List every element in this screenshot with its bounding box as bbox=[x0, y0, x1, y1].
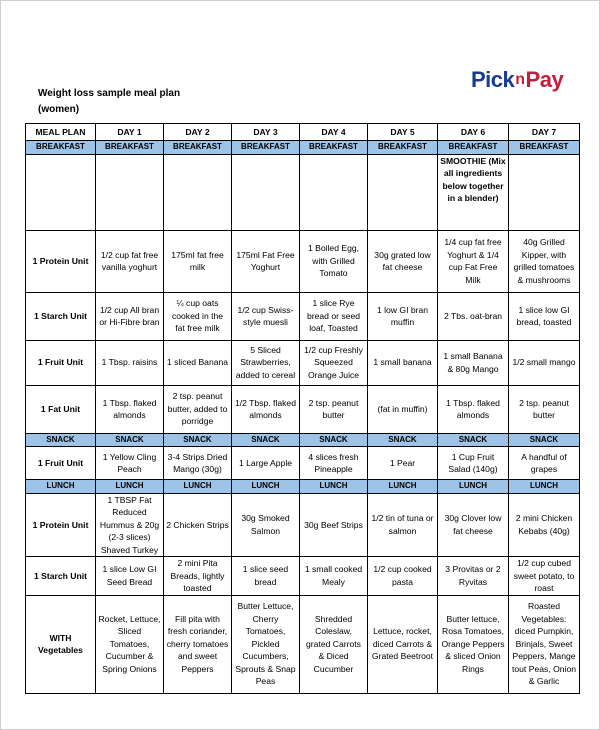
meal-cell: 1/2 small mango bbox=[509, 340, 580, 385]
meal-cell: 2 mini Pita Breads, lightly toasted bbox=[164, 557, 232, 596]
meal-cell bbox=[509, 154, 580, 230]
meal-cell: 1 small cooked Mealy bbox=[300, 557, 368, 596]
meal-cell: 1/2 cup Swiss-style muesli bbox=[232, 292, 300, 340]
section-label-cell: BREAKFAST bbox=[509, 141, 580, 155]
meal-cell: SMOOTHIE (Mix all ingredients below together in a blender) bbox=[438, 154, 509, 230]
document-title bbox=[38, 86, 180, 118]
meal-cell: 1 Large Apple bbox=[232, 447, 300, 480]
meal-cell: 175ml Fat Free Yoghurt bbox=[232, 230, 300, 292]
section-label-cell: SNACK bbox=[438, 433, 509, 447]
row-label-cell: 1 Protein Unit bbox=[26, 493, 96, 557]
section-label-cell: BREAKFAST bbox=[232, 141, 300, 155]
meal-cell: 1/2 tin of tuna or salmon bbox=[368, 493, 438, 557]
meal-cell: 30g Smoked Salmon bbox=[232, 493, 300, 557]
meal-cell: 175ml fat free milk bbox=[164, 230, 232, 292]
section-label-cell: LUNCH bbox=[368, 480, 438, 494]
meal-cell bbox=[300, 154, 368, 230]
meal-cell: 1 Tbsp. flaked almonds bbox=[96, 385, 164, 433]
logo-n-text: n bbox=[515, 71, 525, 88]
meal-cell: 4 slices fresh Pineapple bbox=[300, 447, 368, 480]
meal-cell: Fill pita with fresh coriander, cherry tomatoes and sweet Peppers bbox=[164, 595, 232, 693]
table-row bbox=[26, 595, 580, 693]
meal-cell: Shredded Coleslaw, grated Carrots & Diced Cucumber bbox=[300, 595, 368, 693]
meal-cell: Roasted Vegetables: diced Pumpkin, Brinjals, Sweet Peppers, Mange tout Peas, Onion & Garlic bbox=[509, 595, 580, 693]
table-row bbox=[26, 340, 580, 385]
table-row bbox=[26, 493, 580, 557]
section-label-cell: BREAKFAST bbox=[368, 141, 438, 155]
meal-cell: 1 low GI bran muffin bbox=[368, 292, 438, 340]
meal-cell: 1 slice Rye bread or seed loaf, Toasted bbox=[300, 292, 368, 340]
table-row bbox=[26, 230, 580, 292]
meal-cell: 1 Tbsp. raisins bbox=[96, 340, 164, 385]
row-label-cell: 1 Starch Unit bbox=[26, 557, 96, 596]
section-label-cell: SNACK bbox=[26, 433, 96, 447]
section-label-cell: BREAKFAST bbox=[300, 141, 368, 155]
section-label-cell: SNACK bbox=[368, 433, 438, 447]
meal-cell: 1 small banana bbox=[368, 340, 438, 385]
header-day-3: DAY 3 bbox=[232, 124, 300, 141]
section-label-cell: LUNCH bbox=[509, 480, 580, 494]
meal-cell: 1/4 cup fat free Yoghurt & 1/4 cup Fat Free Milk bbox=[438, 230, 509, 292]
table-row bbox=[26, 385, 580, 433]
section-band-row bbox=[26, 433, 580, 447]
meal-cell: 2 Tbs. oat-bran bbox=[438, 292, 509, 340]
section-label-cell: LUNCH bbox=[438, 480, 509, 494]
header-meal-plan: MEAL PLAN bbox=[26, 124, 96, 141]
meal-cell: 1 Cup Fruit Salad (140g) bbox=[438, 447, 509, 480]
header-day-5: DAY 5 bbox=[368, 124, 438, 141]
meal-cell: 2 mini Chicken Kebabs (40g) bbox=[509, 493, 580, 557]
meal-cell: 1 TBSP Fat Reduced Hummus & 20g (2-3 slices) Shaved Turkey bbox=[96, 493, 164, 557]
section-label-cell: LUNCH bbox=[300, 480, 368, 494]
section-label-cell: LUNCH bbox=[232, 480, 300, 494]
meal-cell: Butter lettuce, Rosa Tomatoes, Orange Peppers & sliced Onion Rings bbox=[438, 595, 509, 693]
meal-cell bbox=[232, 154, 300, 230]
meal-cell: Rocket, Lettuce, Sliced Tomatoes, Cucumber & Spring Onions bbox=[96, 595, 164, 693]
header-day-6: DAY 6 bbox=[438, 124, 509, 141]
meal-cell: 2 tsp. peanut butter bbox=[509, 385, 580, 433]
meal-cell bbox=[368, 154, 438, 230]
meal-cell bbox=[164, 154, 232, 230]
meal-cell: 3-4 Strips Dried Mango (30g) bbox=[164, 447, 232, 480]
title-line-2: (women) bbox=[38, 104, 80, 115]
meal-cell: ¼ cup oats cooked in the fat free milk bbox=[164, 292, 232, 340]
meal-cell: 5 Sliced Strawberries, added to cereal bbox=[232, 340, 300, 385]
table-row bbox=[26, 154, 580, 230]
meal-cell: 30g Beef Strips bbox=[300, 493, 368, 557]
logo-pay-text: Pay bbox=[525, 67, 564, 92]
section-label-cell: SNACK bbox=[509, 433, 580, 447]
meal-plan-table bbox=[25, 123, 580, 694]
section-label-cell: LUNCH bbox=[96, 480, 164, 494]
row-label-cell: 1 Fruit Unit bbox=[26, 447, 96, 480]
section-label-cell: LUNCH bbox=[26, 480, 96, 494]
meal-cell: 1 Boiled Egg, with Grilled Tomato bbox=[300, 230, 368, 292]
meal-cell: 3 Provitas or 2 Ryvitas bbox=[438, 557, 509, 596]
section-band-row bbox=[26, 480, 580, 494]
section-label-cell: BREAKFAST bbox=[96, 141, 164, 155]
meal-cell: 1 slice low GI bread, toasted bbox=[509, 292, 580, 340]
table-row bbox=[26, 292, 580, 340]
meal-cell: A handful of grapes bbox=[509, 447, 580, 480]
row-label-cell: WITH Vegetables bbox=[26, 595, 96, 693]
meal-cell: 1/2 cup cubed sweet potato, to roast bbox=[509, 557, 580, 596]
section-label-cell: SNACK bbox=[300, 433, 368, 447]
meal-cell: (fat in muffin) bbox=[368, 385, 438, 433]
table-header-row bbox=[26, 124, 580, 141]
meal-cell: 1 Yellow Cling Peach bbox=[96, 447, 164, 480]
header-day-2: DAY 2 bbox=[164, 124, 232, 141]
meal-cell: 1 slice seed bread bbox=[232, 557, 300, 596]
meal-cell: 1/2 cup cooked pasta bbox=[368, 557, 438, 596]
meal-cell: 1 Pear bbox=[368, 447, 438, 480]
row-label-cell: 1 Fruit Unit bbox=[26, 340, 96, 385]
logo-pick-text: Pick bbox=[471, 67, 515, 92]
row-label-cell: 1 Protein Unit bbox=[26, 230, 96, 292]
row-label-cell bbox=[26, 154, 96, 230]
section-label-cell: LUNCH bbox=[164, 480, 232, 494]
row-label-cell: 1 Starch Unit bbox=[26, 292, 96, 340]
header-day-4: DAY 4 bbox=[300, 124, 368, 141]
meal-cell: 1 slice Low GI Seed Bread bbox=[96, 557, 164, 596]
section-label-cell: SNACK bbox=[164, 433, 232, 447]
meal-cell: 2 Chicken Strips bbox=[164, 493, 232, 557]
meal-cell: 30g Clover low fat cheese bbox=[438, 493, 509, 557]
title-line-1: Weight loss sample meal plan bbox=[38, 88, 181, 99]
section-label-cell: BREAKFAST bbox=[26, 141, 96, 155]
meal-cell: Butter Lettuce, Cherry Tomatoes, Pickled Cucumbers, Sprouts & Snap Peas bbox=[232, 595, 300, 693]
section-band-row bbox=[26, 141, 580, 155]
header-day-7: DAY 7 bbox=[509, 124, 580, 141]
meal-cell bbox=[96, 154, 164, 230]
section-label-cell: BREAKFAST bbox=[164, 141, 232, 155]
meal-cell: 30g grated low fat cheese bbox=[368, 230, 438, 292]
meal-cell: Lettuce, rocket, diced Carrots & Grated Beetroot bbox=[368, 595, 438, 693]
pick-n-pay-logo bbox=[471, 69, 563, 91]
table-row bbox=[26, 557, 580, 596]
row-label-cell: 1 Fat Unit bbox=[26, 385, 96, 433]
section-label-cell: SNACK bbox=[232, 433, 300, 447]
meal-cell: 1 small Banana & 80g Mango bbox=[438, 340, 509, 385]
meal-cell: 2 tsp. peanut butter, added to porridge bbox=[164, 385, 232, 433]
table-row bbox=[26, 447, 580, 480]
meal-cell: 1/2 cup Freshly Squeezed Orange Juice bbox=[300, 340, 368, 385]
meal-cell: 40g Grilled Kipper, with grilled tomatoes & mushrooms bbox=[509, 230, 580, 292]
meal-cell: 1 Tbsp. flaked almonds bbox=[438, 385, 509, 433]
section-label-cell: SNACK bbox=[96, 433, 164, 447]
meal-cell: 1/2 Tbsp. flaked almonds bbox=[232, 385, 300, 433]
meal-cell: 1/2 cup fat free vanilla yoghurt bbox=[96, 230, 164, 292]
meal-cell: 1 sliced Banana bbox=[164, 340, 232, 385]
section-label-cell: BREAKFAST bbox=[438, 141, 509, 155]
header-day-1: DAY 1 bbox=[96, 124, 164, 141]
meal-cell: 2 tsp. peanut butter bbox=[300, 385, 368, 433]
meal-cell: 1/2 cup All bran or Hi-Fibre bran bbox=[96, 292, 164, 340]
